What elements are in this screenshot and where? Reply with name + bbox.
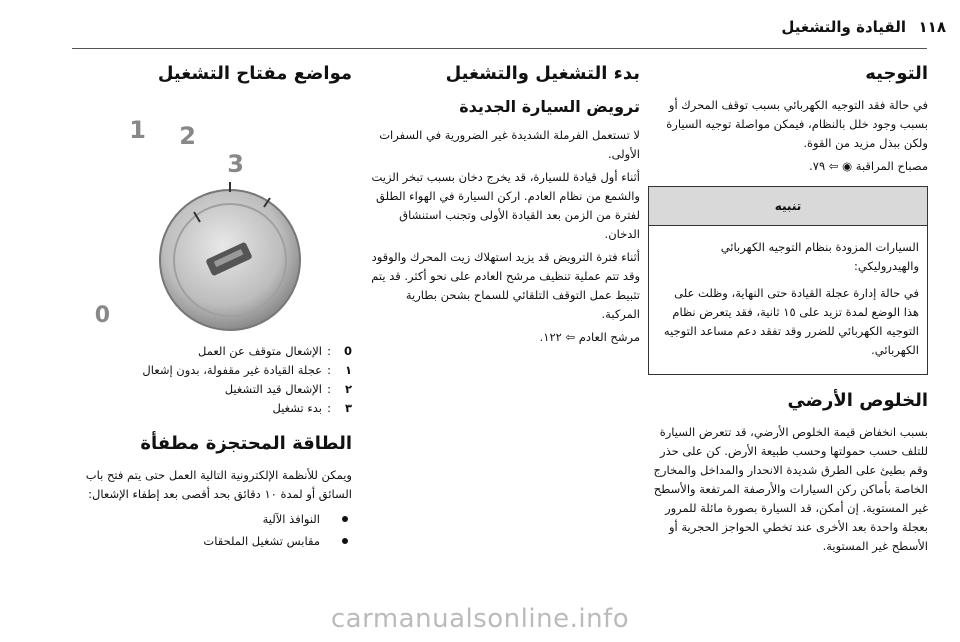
separator: : xyxy=(327,382,331,396)
retained-power-paragraph: ويمكن للأنظمة الإلكترونية التالية العمل حتى يتم فتح باب السائق أو لمدة ١٠ دقائق بحد أقصى بعد إطفاء الإشعال: xyxy=(85,468,352,501)
page-number: ١١٨ xyxy=(918,18,946,36)
position-description: عجلة القيادة غير مقفولة، بدون إشعال xyxy=(142,363,322,377)
list-item: مقابس تشغيل الملحقات xyxy=(70,530,352,552)
steering-column xyxy=(648,62,928,560)
figure-label-0: 0 xyxy=(94,303,110,328)
position-number: 0 xyxy=(343,344,352,358)
steering-paragraph: في حالة فقد التوجيه الكهربائي بسبب توقف المحرك أو بسبب وجود خلل بالنظام، فيمكن مواصلة توجيه السيارة ولكن ببذل مزيد من القوة. xyxy=(666,98,928,150)
notice-box xyxy=(648,186,928,375)
position-description: بدء تشغيل xyxy=(272,401,322,415)
position-number: ٣ xyxy=(344,401,352,415)
ignition-switch-figure xyxy=(94,110,352,330)
position-number: ٢ xyxy=(344,382,352,396)
ignition-column xyxy=(70,62,352,552)
steering-warning-lamp-ref: مصباح المراقبة ◉ ⇦ ٧٩. xyxy=(809,159,928,173)
running-in-paragraph: أثناء فترة الترويض قد يزيد استهلاك زيت المحرك والوقود وقد تتم عملية تنظيف مرشح العادم على نحو أكثر. قد يتم تثبيط عمل التوقف التلقائي للسماح بشحن بطارية المركبة. xyxy=(371,250,640,321)
watermark: carmanualsonline.info xyxy=(330,604,630,634)
figure-label-1: 1 xyxy=(129,116,146,144)
figure-label-2: 2 xyxy=(179,122,196,150)
steering-heading: التوجيه xyxy=(865,63,928,84)
list-item: النوافذ الآلية xyxy=(70,508,352,530)
page-title: القيادة والتشغيل xyxy=(781,18,906,36)
position-number: ١ xyxy=(344,363,352,377)
ignition-heading: مواضع مفتاح التشغيل xyxy=(157,63,352,84)
page-header xyxy=(0,14,960,50)
figure-label-3: 3 xyxy=(227,150,244,178)
list-item xyxy=(70,361,352,380)
starting-column xyxy=(368,62,640,351)
notice-title: تنبيه xyxy=(649,187,927,226)
separator: : xyxy=(327,401,331,415)
running-in-paragraph: أثناء أول قيادة للسيارة، قد يخرج دخان بسبب تبخر الزيت والشمع من نظام العادم. اركن السيارة في الهواء الطلق لفترة من الزمن بعد القيادة الأولى وتجنب استنشاق الدخان. xyxy=(371,170,640,241)
ignition-position-list xyxy=(70,342,352,418)
position-description: الإشعال قيد التشغيل xyxy=(224,382,322,396)
running-in-paragraph: لا تستعمل الفرملة الشديدة غير الضرورية في السفرات الأولى. xyxy=(379,128,640,161)
retained-power-heading: الطاقة المحتجزة مطفأة xyxy=(140,433,352,454)
notice-paragraph: في حالة إدارة عجلة القيادة حتى النهاية، وظلت على هذا الوضع لمدة تزيد على ١٥ ثانية، فقد يتعرض نظام التوجيه الكهربائي للضرر وقد تفقد دعم مساعد التوجيه الكهربائي. xyxy=(663,286,919,357)
list-item xyxy=(70,380,352,399)
retained-power-list xyxy=(70,508,352,552)
ignition-switch-illustration xyxy=(94,110,352,330)
exhaust-filter-ref: مرشح العادم ⇦ ١٢٢. xyxy=(539,330,640,344)
notice-body xyxy=(649,226,927,374)
header-divider xyxy=(72,48,927,49)
separator: : xyxy=(327,363,331,377)
running-in-subheading: ترويض السيارة الجديدة xyxy=(459,97,640,116)
list-item xyxy=(70,399,352,418)
notice-paragraph: السيارات المزودة بنظام التوجيه الكهربائي والهيدروليكي: xyxy=(720,240,919,273)
position-description: الإشعال متوقف عن العمل xyxy=(198,344,322,358)
list-item xyxy=(70,342,352,361)
starting-heading: بدء التشغيل والتشغيل xyxy=(445,63,640,84)
ground-clearance-heading: الخلوص الأرضي xyxy=(787,390,928,411)
ground-clearance-paragraph: بسبب انخفاض قيمة الخلوص الأرضي، قد تتعرض السيارة للتلف حسب حمولتها وحسب طبيعة الأرض. كن على حذر وقم بطيئ على الطرق شديدة الانحدار والمداخل والمخارج الخاصة بأماكن ركن السيارات والأرصفة المرتفعة والأسطح غير المستوية. إن أمكن، قد السيارة بصورة مائلة للمرور بعجلة واحدة بعد الأخرى عند تخطي الحواجز الحجرية أو الأسطح غير المستوية. xyxy=(653,425,928,553)
separator: : xyxy=(327,344,331,358)
